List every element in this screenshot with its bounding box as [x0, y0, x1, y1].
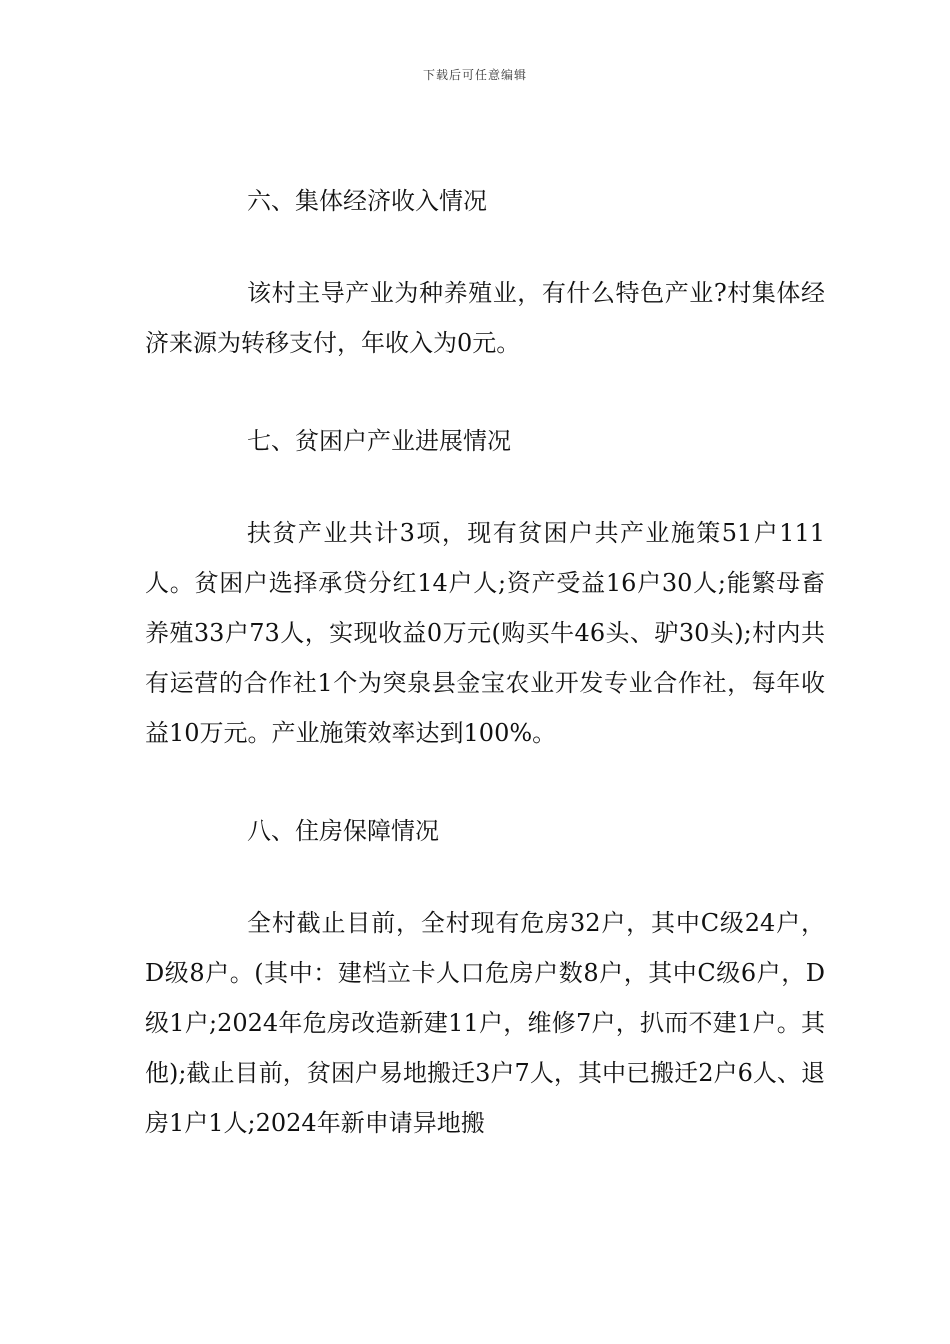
section-body-collective-income: 该村主导产业为种养殖业，有什么特色产业?村集体经济来源为转移支付，年收入为0元。 — [145, 279, 825, 357]
spacer — [145, 758, 825, 806]
section-body-poverty-industry: 扶贫产业共计3项，现有贫困户共产业施策51户111人。贫困户选择承贷分红14户人;资产受益16户30人;能繁母畜养殖33户73人，实现收益0万元(购买牛46头、驴30头);村内共有运营的合作社1个为突泉县金宝农业开发专业合作社，每年收益10万元。产业施策效率达到100%。 — [145, 519, 825, 747]
header-note: 下载后可任意编辑 — [422, 68, 527, 82]
spacer — [145, 466, 825, 508]
spacer — [145, 368, 825, 416]
spacer — [145, 226, 825, 268]
section-heading-poverty-industry: 七、贫困户产业进展情况 — [247, 427, 511, 455]
section-heading-collective-income: 六、集体经济收入情况 — [247, 187, 487, 215]
document-content — [145, 176, 825, 1148]
section-heading-housing: 八、住房保障情况 — [247, 817, 439, 845]
spacer — [145, 856, 825, 898]
section-body-housing: 全村截止目前，全村现有危房32户，其中C级24户，D级8户。(其中：建档立卡人口危房户数8户，其中C级6户，D级1户;2024年危房改造新建11户，维修7户，扒而不建1户。其他);截止目前，贫困户易地搬迁3户7人，其中已搬迁2户6人、退房1户1人;2024年新申请异地搬 — [145, 909, 825, 1137]
